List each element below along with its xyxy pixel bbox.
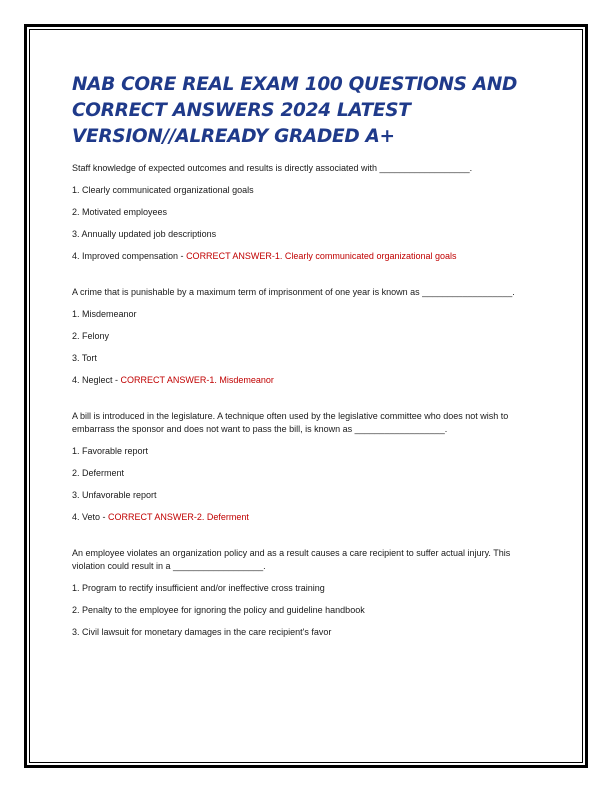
question-block [72, 547, 542, 639]
document-body [72, 72, 542, 648]
option-item: 2. Felony [72, 331, 110, 341]
question-text: A bill is introduced in the legislature. A technique often used by the legislative committee who does not wish to embarrass the sponsor and does not want to pass the bill, is known as __________________. [72, 411, 509, 434]
option-item: 1. Misdemeanor [72, 309, 137, 319]
correct-answer: CORRECT ANSWER-1. Clearly communicated organizational goals [186, 251, 457, 261]
option-item: 2. Penalty to the employee for ignoring the policy and guideline handbook [72, 605, 365, 615]
option-item: 2. Deferment [72, 468, 125, 478]
question-text: An employee violates an organization policy and as a result causes a care recipient to suffer actual injury. This violation could result in a __________________. [72, 548, 511, 571]
option-item: 3. Tort [72, 353, 97, 363]
question-block [72, 286, 542, 387]
question-text: Staff knowledge of expected outcomes and results is directly associated with __________________. [72, 163, 473, 173]
question-block [72, 162, 542, 263]
block-spacer [72, 396, 542, 410]
option-item-with-answer [72, 511, 542, 524]
option-item: 3. Annually updated job descriptions [72, 229, 217, 239]
option-item-with-answer [72, 250, 542, 263]
option-item: 3. Unfavorable report [72, 490, 157, 500]
correct-answer: CORRECT ANSWER-1. Misdemeanor [120, 375, 274, 385]
correct-answer: CORRECT ANSWER-2. Deferment [108, 512, 249, 522]
question-block [72, 410, 542, 524]
option-item-with-answer [72, 374, 542, 387]
question-text: A crime that is punishable by a maximum term of imprisonment of one year is known as __________________. [72, 287, 515, 297]
option-item: 2. Motivated employees [72, 207, 168, 217]
block-spacer [72, 533, 542, 547]
option-text: 4. Neglect - [72, 375, 121, 385]
option-item: 1. Clearly communicated organizational goals [72, 185, 254, 195]
document-title: NAB CORE REAL EXAM 100 QUESTIONS AND CORRECT ANSWERS 2024 LATEST VERSION//ALREADY GRADED A+ [72, 74, 518, 147]
option-item: 3. Civil lawsuit for monetary damages in the care recipient's favor [72, 627, 332, 637]
block-spacer [72, 272, 542, 286]
option-text: 4. Improved compensation - [72, 251, 187, 261]
option-item: 1. Program to rectify insufficient and/or ineffective cross training [72, 583, 325, 593]
option-item: 1. Favorable report [72, 446, 149, 456]
option-text: 4. Veto - [72, 512, 109, 522]
